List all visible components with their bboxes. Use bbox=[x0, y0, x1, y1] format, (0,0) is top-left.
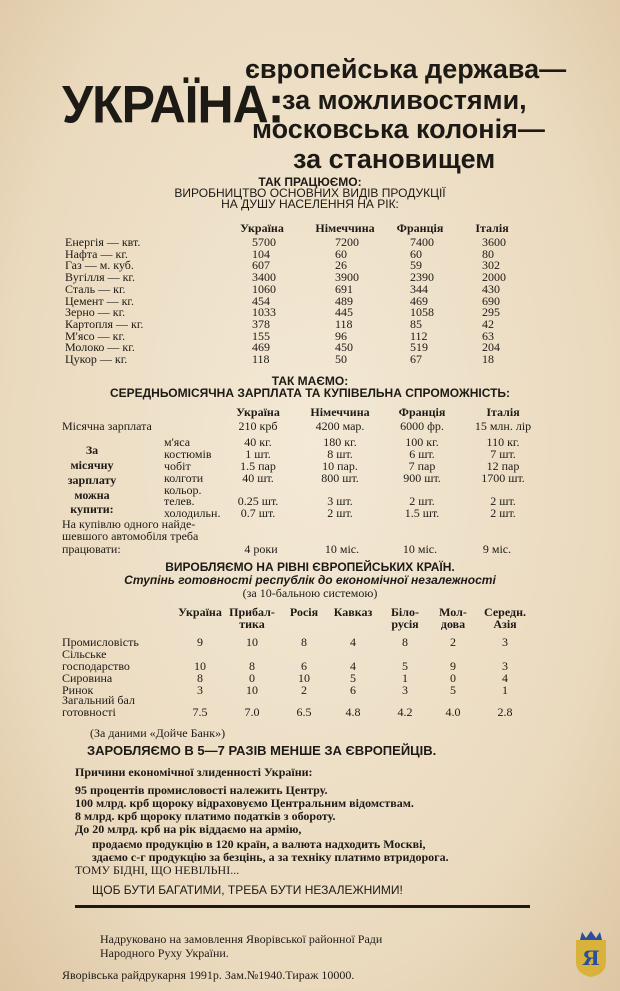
readiness-cell: 4 bbox=[350, 635, 356, 649]
production-cell: 295 bbox=[482, 305, 500, 320]
production-cell: 42 bbox=[482, 316, 494, 331]
buy-cell: 40 кг. bbox=[244, 435, 272, 449]
readiness-cell: 5 bbox=[402, 659, 408, 673]
readiness-cell: 10 bbox=[246, 683, 258, 697]
buy-side-label: За bbox=[85, 443, 99, 457]
production-cell: 607 bbox=[252, 258, 270, 273]
readiness-cell: 1 bbox=[402, 671, 408, 685]
readiness-row-label: господарство bbox=[62, 659, 130, 673]
readiness-cell: 6.5 bbox=[296, 705, 312, 719]
production-cell: 118 bbox=[335, 316, 353, 331]
readiness-cell: 2 bbox=[301, 683, 307, 697]
header-line-3: московська колонія— bbox=[252, 114, 545, 144]
production-row-label: Енергія — квт. bbox=[65, 235, 141, 249]
car-text-line: На купівлю одного найде- bbox=[62, 517, 196, 531]
section3-subtitle-2: (за 10-бальною системою) bbox=[242, 586, 378, 600]
buy-cell: 0.25 шт. bbox=[237, 494, 279, 508]
buy-item-label: холодильн. bbox=[164, 506, 221, 520]
buy-cell: 8 шт. bbox=[327, 447, 353, 461]
buy-cell: 900 шт. bbox=[403, 471, 441, 485]
buy-cell: 100 кг. bbox=[405, 435, 439, 449]
production-cell: 344 bbox=[410, 281, 428, 296]
production-row-label: Цукор — кг. bbox=[65, 352, 128, 366]
header-line-1: європейська держава— bbox=[245, 54, 567, 84]
production-cell: 67 bbox=[410, 352, 422, 366]
car-text-line: працювати: bbox=[62, 542, 121, 556]
production-row-label: Вугілля — кг. bbox=[65, 270, 135, 285]
reason-line-1: 95 процентів промисловості належить Центру. bbox=[75, 783, 328, 797]
buy-cell: 3 шт. bbox=[327, 494, 353, 508]
readiness-cell: 3 bbox=[502, 659, 508, 673]
readiness-cell: 4.8 bbox=[345, 705, 361, 719]
readiness-cell: 7.5 bbox=[192, 705, 208, 719]
reason-line-5: продаємо продукцію в 120 країн, а валюта надходить Москві, bbox=[92, 837, 426, 851]
production-cell: 26 bbox=[335, 258, 347, 273]
production-cell: 118 bbox=[252, 352, 270, 366]
production-cell: 445 bbox=[335, 305, 353, 320]
salary-cell: 6000 фр. bbox=[400, 419, 444, 433]
readiness-col-header: Азія bbox=[493, 617, 517, 631]
buy-cell: 800 шт. bbox=[321, 471, 359, 485]
production-row-label: Сталь — кг. bbox=[65, 281, 126, 296]
readiness-col-header: дова bbox=[440, 617, 466, 631]
readiness-col-header: Росія bbox=[289, 605, 319, 619]
footer-order-2: Народного Руху України. bbox=[100, 946, 229, 960]
production-col-header: Франція bbox=[396, 221, 444, 235]
footer-imprint: Яворівська райдрукарня 1991р. Зам.№1940.Тираж 10000. bbox=[62, 968, 355, 982]
reasons-title: Причини економічної злиденності України: bbox=[75, 765, 313, 779]
buy-cell: 1.5 шт. bbox=[404, 506, 440, 520]
readiness-cell: 0 bbox=[450, 671, 456, 685]
readiness-cell: 5 bbox=[450, 683, 456, 697]
readiness-cell: 3 bbox=[197, 683, 203, 697]
readiness-col-header: Мол- bbox=[439, 605, 467, 619]
production-cell: 204 bbox=[482, 340, 500, 355]
production-row-label: Картопля — кг. bbox=[65, 316, 144, 331]
buy-side-label: купити: bbox=[70, 502, 114, 516]
production-cell: 519 bbox=[410, 340, 428, 355]
readiness-cell: 9 bbox=[197, 635, 203, 649]
production-cell: 454 bbox=[252, 293, 270, 308]
salary-cell: 15 млн. лір bbox=[474, 419, 532, 433]
buy-item-label: телев. bbox=[164, 494, 195, 508]
readiness-row-label: Загальний бал bbox=[62, 693, 135, 707]
readiness-row-label: готовності bbox=[62, 705, 116, 719]
production-cell: 7200 bbox=[335, 235, 359, 249]
readiness-cell: 8 bbox=[402, 635, 408, 649]
car-cell: 10 міс. bbox=[324, 542, 360, 556]
section3-title: ВИРОБЛЯЄМО НА РІВНІ ЄВРОПЕЙСЬКИХ КРАЇН. bbox=[165, 560, 455, 574]
production-cell: 155 bbox=[252, 328, 270, 343]
readiness-cell: 5 bbox=[350, 671, 356, 685]
readiness-cell: 2 bbox=[450, 635, 456, 649]
readiness-row-label: Сировина bbox=[62, 671, 113, 685]
readiness-col-header: Кавказ bbox=[333, 605, 373, 619]
readiness-cell: 3 bbox=[402, 683, 408, 697]
production-cell: 5700 bbox=[252, 235, 276, 249]
production-cell: 80 bbox=[482, 246, 494, 261]
readiness-cell: 7.0 bbox=[244, 705, 260, 719]
readiness-cell: 8 bbox=[249, 659, 255, 673]
header-line-4: за становищем bbox=[293, 144, 496, 174]
section2-subtitle: СЕРЕДНЬОМІСЯЧНА ЗАРПЛАТА ТА КУПІВЕЛЬНА СПРОМОЖНІСТЬ: bbox=[109, 386, 511, 400]
buy-cell: 10 пар. bbox=[322, 459, 358, 473]
reason-line-6: здаємо с-г продукцію за безцінь, а за техніку платимо втридорога. bbox=[92, 850, 449, 864]
production-row-label: Нафта — кг. bbox=[65, 246, 128, 261]
readiness-cell: 4.0 bbox=[445, 705, 461, 719]
buy-cell: 0.7 шт. bbox=[240, 506, 276, 520]
readiness-col-header: Біло- bbox=[391, 605, 419, 619]
section1-subtitle-2: НА ДУШУ НАСЕЛЕННЯ НА РІК: bbox=[221, 197, 399, 211]
buy-cell: 1 шт. bbox=[245, 447, 271, 461]
readiness-cell: 10 bbox=[298, 671, 310, 685]
buy-cell: 1700 шт. bbox=[481, 471, 525, 485]
production-cell: 3600 bbox=[482, 235, 506, 249]
production-cell: 691 bbox=[335, 281, 353, 296]
section1-subtitle-1: ВИРОБНИЦТВО ОСНОВНИХ ВИДІВ ПРОДУКЦІЇ bbox=[174, 186, 446, 200]
section4-title: ЗАРОБЛЯЄМО В 5—7 РАЗІВ МЕНШЕ ЗА ЄВРОПЕЙЦІВ. bbox=[87, 743, 437, 758]
readiness-col-header: Україна bbox=[178, 605, 222, 619]
production-col-header: Італія bbox=[475, 221, 509, 235]
readiness-cell: 4.2 bbox=[397, 705, 413, 719]
slogan: ЩОБ БУТИ БАГАТИМИ, ТРЕБА БУТИ НЕЗАЛЕЖНИМИ! bbox=[92, 883, 403, 897]
production-cell: 50 bbox=[335, 352, 347, 366]
footer-order-1: Надруковано на замовлення Яворівської районної Ради bbox=[100, 932, 383, 946]
production-cell: 1060 bbox=[252, 281, 276, 296]
salary-cell: 210 крб bbox=[238, 419, 278, 433]
salary-col-header: Італія bbox=[486, 405, 520, 419]
buy-side-label: місячну bbox=[70, 458, 114, 472]
buy-cell: 40 шт. bbox=[242, 471, 274, 485]
production-cell: 469 bbox=[410, 293, 428, 308]
readiness-cell: 3 bbox=[502, 635, 508, 649]
production-cell: 60 bbox=[410, 246, 422, 261]
section1-title: ТАК ПРАЦЮЄМО: bbox=[258, 175, 362, 189]
production-cell: 104 bbox=[252, 246, 270, 261]
car-cell: 4 роки bbox=[244, 542, 278, 556]
readiness-cell: 0 bbox=[249, 671, 255, 685]
production-cell: 430 bbox=[482, 281, 500, 296]
readiness-cell: 10 bbox=[194, 659, 206, 673]
production-cell: 450 bbox=[335, 340, 353, 355]
salary-cell: 4200 мар. bbox=[315, 419, 365, 433]
poor-line: ТОМУ БІДНІ, ЩО НЕВІЛЬНІ... bbox=[75, 863, 240, 877]
salary-col-header: Україна bbox=[236, 405, 280, 419]
town-coat-of-arms-logo bbox=[572, 930, 610, 978]
production-row-label: Цемент — кг. bbox=[65, 293, 134, 308]
buy-item-label: чобіт bbox=[164, 459, 191, 473]
section3-source: (За даними «Дойче Банк») bbox=[90, 726, 226, 740]
readiness-cell: 8 bbox=[197, 671, 203, 685]
production-cell: 489 bbox=[335, 293, 353, 308]
readiness-col-header: русія bbox=[391, 617, 419, 631]
buy-cell: 2 шт. bbox=[490, 506, 516, 520]
salary-col-header: Німеччина bbox=[310, 405, 370, 419]
buy-item-label: колготи bbox=[164, 471, 204, 485]
production-cell: 1033 bbox=[252, 305, 276, 320]
readiness-row-label: Сільське bbox=[62, 647, 107, 661]
production-cell: 85 bbox=[410, 316, 422, 331]
production-row-label: Газ — м. куб. bbox=[65, 258, 134, 273]
reason-line-4: До 20 млрд. крб на рік віддаємо на армію, bbox=[75, 822, 302, 836]
production-cell: 7400 bbox=[410, 235, 434, 249]
readiness-cell: 9 bbox=[450, 659, 456, 673]
buy-item-label: м'яса bbox=[164, 435, 191, 449]
production-cell: 2390 bbox=[410, 270, 434, 285]
car-text-line: шевшого автомобіля треба bbox=[62, 529, 199, 543]
salary-col-header: Франція bbox=[398, 405, 446, 419]
buy-cell: 1.5 пар bbox=[240, 459, 276, 473]
car-cell: 10 міс. bbox=[402, 542, 438, 556]
buy-item-label: костюмів bbox=[164, 447, 212, 461]
readiness-cell: 2.8 bbox=[497, 705, 513, 719]
header-line-2: за можливостями, bbox=[282, 85, 527, 115]
production-cell: 469 bbox=[252, 340, 270, 355]
buy-side-label: можна bbox=[74, 488, 110, 502]
buy-cell: 2 шт. bbox=[327, 506, 353, 520]
section3-subtitle: Ступінь готовності республік до економічної незалежності bbox=[124, 573, 496, 587]
car-cell: 9 міс. bbox=[482, 542, 512, 556]
readiness-cell: 4 bbox=[350, 659, 356, 673]
buy-cell: 6 шт. bbox=[409, 447, 435, 461]
production-cell: 18 bbox=[482, 352, 494, 366]
production-cell: 59 bbox=[410, 258, 422, 273]
production-cell: 302 bbox=[482, 258, 500, 273]
readiness-row-label: Промисловість bbox=[62, 635, 139, 649]
production-row-label: М'ясо — кг. bbox=[65, 328, 126, 343]
buy-cell: 2 шт. bbox=[409, 494, 435, 508]
readiness-cell: 6 bbox=[301, 659, 307, 673]
section2-title: ТАК МАЄМО: bbox=[271, 374, 349, 388]
readiness-cell: 4 bbox=[502, 671, 508, 685]
logo-crown bbox=[580, 931, 602, 940]
readiness-row-label: Ринок bbox=[62, 683, 94, 697]
readiness-cell: 10 bbox=[246, 635, 258, 649]
reason-line-3: 8 млрд. крб щороку платимо податків з обороту. bbox=[75, 809, 336, 823]
buy-item-label: кольор. bbox=[164, 483, 202, 497]
production-col-header: Німеччина bbox=[315, 221, 375, 235]
header-big-word: УКРАЇНА: bbox=[62, 75, 284, 134]
footer-divider bbox=[75, 905, 530, 908]
production-row-label: Молоко — кг. bbox=[65, 340, 135, 355]
readiness-col-header: Прибал- bbox=[229, 605, 275, 619]
readiness-cell: 8 bbox=[301, 635, 307, 649]
readiness-col-header: Середн. bbox=[484, 605, 526, 619]
readiness-cell: 6 bbox=[350, 683, 356, 697]
buy-cell: 110 кг. bbox=[486, 435, 520, 449]
production-row-label: Зерно — кг. bbox=[65, 305, 126, 320]
production-cell: 1058 bbox=[410, 305, 434, 320]
production-col-header: Україна bbox=[240, 221, 284, 235]
readiness-col-header: тика bbox=[239, 617, 265, 631]
buy-cell: 2 шт. bbox=[490, 494, 516, 508]
production-cell: 378 bbox=[252, 316, 270, 331]
production-cell: 2000 bbox=[482, 270, 506, 285]
production-cell: 112 bbox=[410, 328, 428, 343]
production-cell: 96 bbox=[335, 328, 347, 343]
production-cell: 60 bbox=[335, 246, 347, 261]
production-cell: 690 bbox=[482, 293, 500, 308]
buy-cell: 180 кг. bbox=[323, 435, 357, 449]
logo-letter: Я bbox=[582, 946, 600, 970]
salary-label: Місячна зарплата bbox=[62, 419, 152, 433]
buy-cell: 7 шт. bbox=[490, 447, 516, 461]
production-cell: 3400 bbox=[252, 270, 276, 285]
readiness-cell: 1 bbox=[502, 683, 508, 697]
production-cell: 63 bbox=[482, 328, 494, 343]
reason-line-2: 100 млрд. крб щороку відраховуємо Центральним відомствам. bbox=[75, 796, 414, 810]
buy-side-label: зарплату bbox=[67, 473, 117, 487]
buy-cell: 12 пар bbox=[486, 459, 520, 473]
buy-cell: 7 пар bbox=[408, 459, 436, 473]
production-cell: 3900 bbox=[335, 270, 359, 285]
